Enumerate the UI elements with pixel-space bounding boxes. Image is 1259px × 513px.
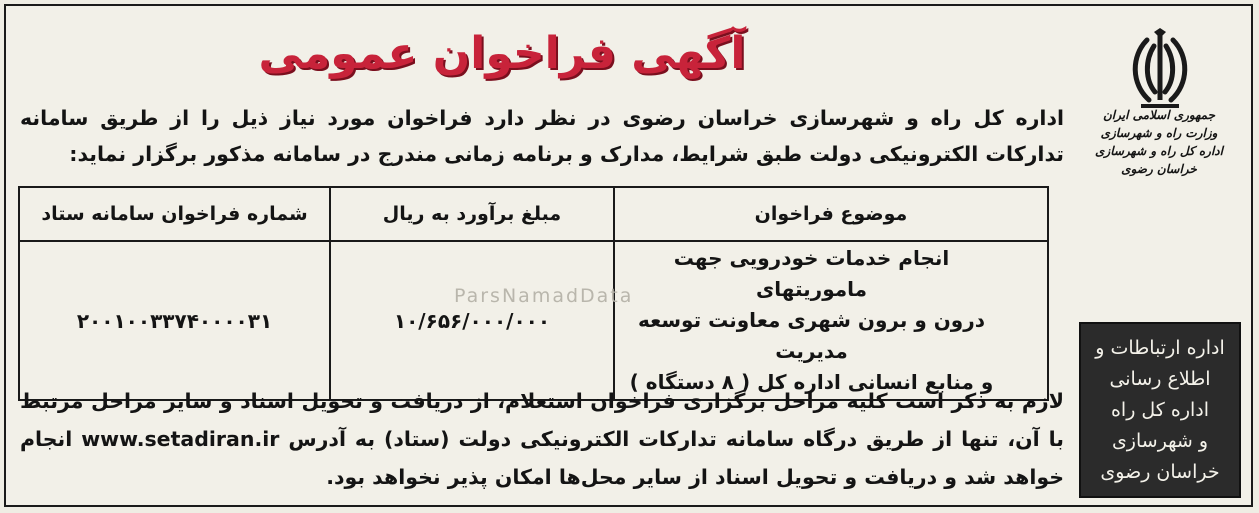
org-line: وزارت راه و شهرسازی [1100, 126, 1218, 140]
cell-tender-number: ۲۰۰۱۰۰۳۳۷۴۰۰۰۰۳۱ [19, 241, 330, 400]
watermark: ParsNamadData [454, 285, 634, 307]
pr-office-box [1079, 322, 1241, 498]
closing-paragraph: لازم به ذکر است کلیه مراحل برگزاری فراخوان استعلام، از دریافت و تحویل اسناد و سایر مراحل مرتبط با آن، تنها از طریق درگاه سامانه تدارکات الکترونیکی دولت (ستاد) به آدرس www.setadiran.ir انجام خواهد شد و دریافت و تحویل اسناد از سایر محل‌ها امکان پذیر نخواهد بود. [20, 389, 1064, 489]
column-header-number: شماره فراخوان سامانه ستاد [19, 187, 330, 241]
box-line: و شهرسازی [1111, 429, 1209, 452]
box-line: اداره کل راه [1110, 398, 1210, 421]
headline [14, 10, 1070, 96]
subject-line: انجام خدمات خودرویی جهت ماموریتهای [673, 246, 950, 301]
subject-line: درون و برون شهری معاونت توسعه مدیریت [637, 308, 986, 363]
ad-frame [4, 4, 1253, 507]
box-line: خراسان رضوی [1100, 460, 1220, 483]
column-header-amount: مبلغ برآورد به ریال [330, 187, 614, 241]
box-line: اداره ارتباطات و [1095, 336, 1225, 359]
org-line: اداره کل راه و شهرسازی خراسان رضوی [1095, 144, 1223, 176]
table-row [19, 241, 1048, 400]
cell-subject [614, 241, 1048, 400]
table-header-row [19, 187, 1048, 241]
org-line: جمهوری اسلامی ایران [1102, 108, 1216, 122]
sidebar [1071, 10, 1247, 502]
column-header-subject: موضوع فراخوان [614, 187, 1048, 241]
iran-emblem-icon [1127, 28, 1193, 110]
ad-main [14, 10, 1070, 502]
box-line: اطلاع رسانی [1109, 367, 1211, 390]
cell-amount: ۱۰/۶۵۶/۰۰۰/۰۰۰ [330, 241, 614, 400]
intro-paragraph: اداره کل راه و شهرسازی خراسان رضوی در نظر دارد فراخوان مورد نیاز ذیل را از طریق سامانه تدارکات الکترونیکی دولت طبق شرایط، مدارک و برنامه زمانی مندرج در سامانه مذکور برگزار نماید: [20, 106, 1064, 166]
page-title: آگهی فراخوان عمومی [258, 27, 746, 79]
org-name [1075, 106, 1243, 178]
subject-line: و منابع انسانی اداره کل ( ۸ دستگاه ) [629, 370, 994, 394]
